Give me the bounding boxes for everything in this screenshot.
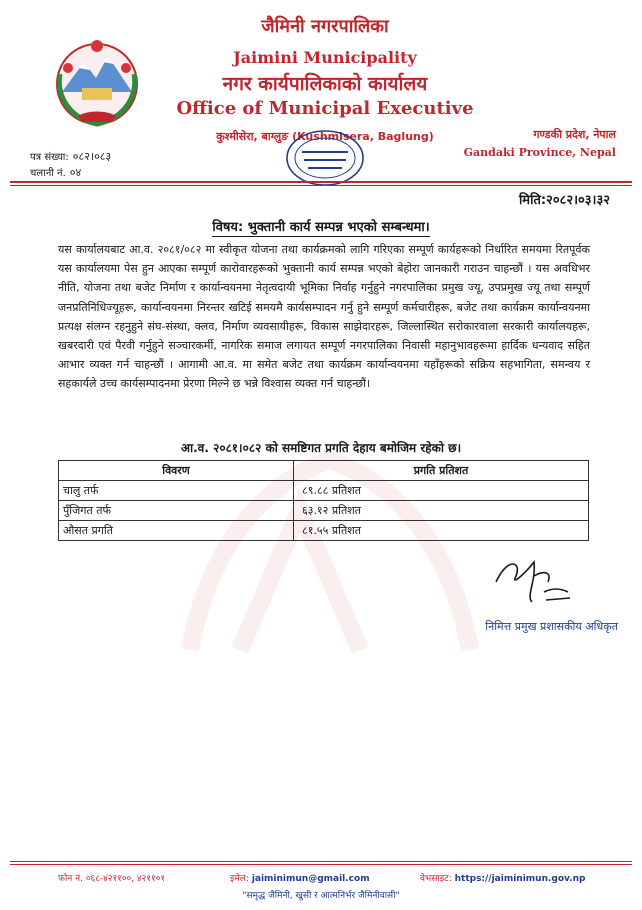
province-en: Gandaki Province, Nepal <box>463 146 616 159</box>
footer-divider <box>10 861 632 862</box>
footer-website-label: वेभसाइट: <box>420 874 452 884</box>
footer-website-link[interactable]: https://jaiminimun.gov.np <box>454 874 586 884</box>
footer-phone: फोन नं. ०६८-४२११००, ४२११०१ <box>58 874 166 884</box>
nepal-emblem-icon <box>48 34 146 130</box>
municipality-name-en: Jaimini Municipality <box>233 48 417 67</box>
letter-body: यस कार्यालयबाट आ.व. २०८१/०८२ मा स्वीकृत योजना तथा कार्यक्रमको लागि गरिएका सम्पूर्ण कार्यहरूको निर्धारित समयमा रितपूर्वक यस कार्यालयमा पेस हुन आएका सम्पूर्ण कारोवारहरूको भुक्तानी कार्य सम्पन्न भएको बेहोरा जानकारी गराउन चाहन्छौं । यस अवधिभर नीति, योजना तथा बजेट निर्माण र कार्यान्वयनमा नेतृत्वदायी भूमिका निर्वाह गर्नुहुने नगरपालिका प्रमुख ज्यू, उपप्रमुख ज्यू तथा सम्पूर्ण जनप्रतिनिधिज्यूहरू, कार्यान्वयनमा निरन्तर खटिई समयमै कार्यसम्पादन गर्नु हुने सम्पूर्ण कर्मचारीहरू, बजेट तथा कार्यक्रम कार्यान्वयनमा प्रत्यक्ष संलग्न रहनुहुने संघ-संस्था, क्लव, निर्माण व्यवसायीहरू, विकास साझेदारहरू, जिल्लास्थित सरोकारवाला सरकारी कार्यालयहरू, खबरदारी एवं पैरवी गर्नुहुने सञ्चारकर्मी, नागरिक समाज लगायत सम्पूर्ण नगरपालिका निवासी महानुभावहरूमा हार्दिक धन्यवाद सहित आभार व्यक्त गर्न चाहन्छौं । आगामी आ.व. मा समेत बजेट तथा कार्यक्रम कार्यान्वयनमा यहाँहरूको सक्रिय सहभागिता, समन्वय र सहकार्यले उच्च कार्यसम्पादनमा प्रेरणा मिल्ने छ भन्ने विश्वास व्यक्त गर्न चाहन्छौं। <box>58 243 590 391</box>
signature-icon <box>488 552 578 612</box>
footer-email-label: इमेल: <box>230 874 249 884</box>
table-header-row <box>59 461 589 481</box>
progress-table <box>58 460 589 541</box>
footer-email-link[interactable]: jaiminimun@gmail.com <box>251 874 370 884</box>
dispatch-number <box>30 165 81 180</box>
table-row <box>59 521 589 541</box>
footer-divider-thin <box>10 864 632 865</box>
footer-slogan: "समृद्ध जैमिनी, खुसी र आत्मनिर्भर जैमिनीवासी" <box>242 891 400 901</box>
table-cell-label: औसत प्रगति <box>59 521 294 541</box>
letter-subject-text: विषय: भुक्तानी कार्य सम्पन्न भएको सम्बन्धमा। <box>212 220 430 235</box>
header-divider <box>10 181 632 183</box>
table-header-progress: प्रगति प्रतिशत <box>294 461 589 481</box>
office-address: कुश्मीसेरा, बाग्लुङ (Kushmisera, Baglung) <box>216 130 434 143</box>
footer-website <box>420 871 585 884</box>
table-cell-value: ६३.१२ प्रतिशत <box>294 501 589 521</box>
table-caption: आ.व. २०८१।०८२ को समष्टिगत प्रगति देहाय बमोजिम रहेको छ। <box>180 441 462 455</box>
table-row <box>59 501 589 521</box>
letter-date: मिति:२०८२।०३।३२ <box>518 193 610 208</box>
letter-number-value: ०८२।०८३ <box>72 150 112 163</box>
table-cell-label: पुँजिगत तर्फ <box>59 501 294 521</box>
province-np: गण्डकी प्रदेश, नेपाल <box>533 128 616 141</box>
office-name-en: Office of Municipal Executive <box>176 98 474 119</box>
letter-number <box>30 149 111 164</box>
dispatch-number-value: ०४ <box>69 166 82 179</box>
letter-subject <box>0 217 642 235</box>
header-divider-thin <box>10 185 632 186</box>
signatory-title: निमित्त प्रमुख प्रशासकीय अधिकृत <box>485 620 618 633</box>
letter-number-label: पत्र संख्या: <box>30 152 69 163</box>
table-cell-value: ८९.८८ प्रतिशत <box>294 481 589 501</box>
office-name-np: नगर कार्यपालिकाको कार्यालय <box>222 73 428 95</box>
table-header-description: विवरण <box>59 461 294 481</box>
table-cell-label: चालु तर्फ <box>59 481 294 501</box>
watermark-emblem-icon <box>150 420 510 680</box>
municipality-name-np: जैमिनी नगरपालिका <box>261 16 389 37</box>
table-row <box>59 481 589 501</box>
dispatch-number-label: चलानी नं. <box>30 168 66 179</box>
footer-email <box>230 871 370 884</box>
table-cell-value: ८१.५५ प्रतिशत <box>294 521 589 541</box>
